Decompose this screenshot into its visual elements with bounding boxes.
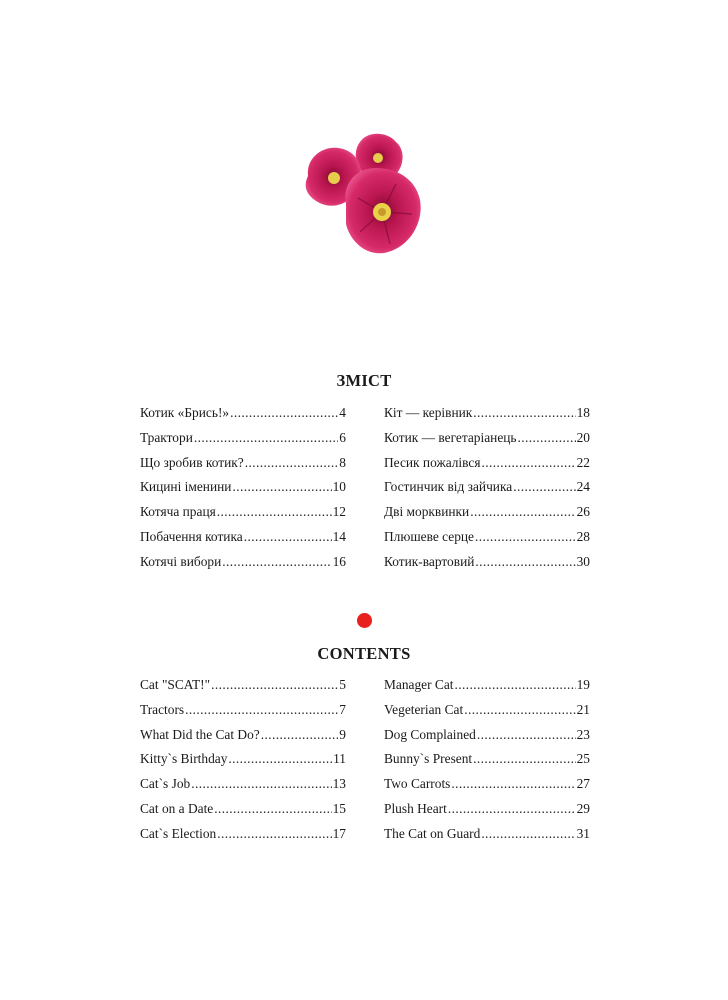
toc-entry-title: What Did the Cat Do? [140,726,260,742]
toc-entry [384,454,590,479]
toc-entry-title: Котик «Брись!» [140,405,230,420]
toc-entry [384,553,590,578]
toc-entry [384,800,590,825]
red-dot-divider [357,613,372,628]
toc-entry-title: Tractors [140,701,185,717]
toc-entry-title: Kitty`s Birthday [140,751,228,767]
toc-entry [140,825,346,850]
toc-entry-page: 28 [576,528,590,544]
toc-title-en: CONTENTS [317,644,411,663]
toc-entry-page: 31 [576,825,590,841]
toc-uk-left-column [140,404,346,578]
toc-entry [140,528,346,553]
toc-entry [384,429,590,454]
toc-entry-page: 15 [332,800,346,816]
toc-entry-title: Побачення котика [140,528,243,544]
toc-entry-title: Кіт — керівник [384,405,473,420]
dot-leader [261,726,339,744]
toc-entry-title: Manager Cat [384,677,454,692]
dot-leader [217,825,331,843]
dot-leader [477,726,576,744]
toc-entry [384,404,590,429]
dot-leader [455,676,576,694]
toc-entry-page: 27 [576,776,590,792]
dot-leader [230,404,338,422]
dot-leader [185,701,338,719]
toc-entry-page: 23 [576,726,590,742]
dot-leader [513,478,575,496]
dot-leader [244,528,332,546]
toc-entry [140,701,346,726]
toc-entry-title: Vegeterian Cat [384,701,464,717]
dot-leader [451,775,575,793]
dot-leader [475,528,576,546]
dot-leader [232,478,331,496]
toc-entry [140,404,346,429]
toc-entry-page: 4 [339,405,346,420]
toc-entry-title: Cat`s Election [140,825,217,841]
toc-entry-page: 16 [332,553,346,569]
toc-entry-page: 29 [576,800,590,816]
toc-entry-page: 25 [576,751,590,767]
toc-entry [140,478,346,503]
toc-entry [140,800,346,825]
toc-entry-page: 11 [333,751,346,767]
dot-leader [194,429,338,447]
toc-entry-title: The Cat on Guard [384,825,481,841]
toc-entry [140,775,346,800]
dot-leader [222,553,331,571]
toc-entry-page: 22 [576,454,590,470]
toc-uk-right-column [384,404,590,578]
dot-leader [518,429,576,447]
toc-entry-title: Гостинчик від зайчика [384,479,513,495]
dot-leader [214,800,331,818]
toc-entry [384,775,590,800]
toc-entry [384,676,590,701]
toc-entry [140,726,346,751]
toc-entry-page: 20 [576,429,590,445]
flower-illustration-icon [298,128,430,262]
toc-entry [384,478,590,503]
toc-entry [384,503,590,528]
toc-entry-title: Трактори [140,429,193,445]
dot-leader [473,404,575,422]
toc-entry-title: Котик-вартовий [384,553,475,569]
toc-entry [140,750,346,775]
toc-entry-title: Плюшеве серце [384,528,475,544]
toc-entry-page: 14 [332,528,346,544]
dot-leader [191,775,331,793]
toc-entry-title: Котик — вегетаріанець [384,429,517,445]
dot-leader [245,454,339,472]
toc-entry [384,825,590,850]
toc-entry-page: 9 [339,726,346,742]
toc-entry-page: 17 [332,825,346,841]
toc-entry [140,676,346,701]
toc-entry [140,503,346,528]
toc-entry-page: 30 [576,553,590,569]
toc-entry-title: Two Carrots [384,776,451,792]
toc-entry-page: 26 [576,504,590,520]
dot-leader [228,750,332,768]
toc-entry-title: Cat`s Job [140,776,191,792]
dot-leader [482,454,576,472]
toc-entry [384,528,590,553]
toc-entry-title: Песик пожалівся [384,454,481,470]
dot-leader [470,503,575,521]
toc-entry [140,429,346,454]
toc-entry-page: 7 [339,701,346,717]
toc-entry-page: 13 [332,776,346,792]
toc-entry-title: Cat on a Date [140,800,214,816]
toc-en-right-column [384,676,590,850]
toc-entry-page: 19 [576,677,590,692]
toc-entry-page: 21 [576,701,590,717]
toc-entry [384,750,590,775]
dot-leader [217,503,332,521]
toc-entry-page: 6 [339,429,346,445]
dot-leader [481,825,575,843]
toc-entry-title: Plush Heart [384,800,447,816]
dot-leader [211,676,338,694]
toc-entry-title: Bunny`s Present [384,751,473,767]
toc-entry-title: Що зробив котик? [140,454,244,470]
toc-entry-title: Дві морквинки [384,504,470,520]
toc-entry-title: Dog Complained [384,726,476,742]
toc-entry [140,553,346,578]
dot-leader [448,800,576,818]
toc-entry-title: Cat "SCAT!" [140,677,211,692]
toc-entry-page: 18 [576,405,590,420]
dot-leader [475,553,575,571]
toc-entry [140,454,346,479]
toc-entry-page: 5 [339,677,346,692]
toc-entry-page: 12 [332,504,346,520]
toc-entry [384,726,590,751]
toc-title-uk: ЗМІСТ [336,371,392,390]
toc-entry-title: Котяча праця [140,504,216,520]
dot-leader [473,750,575,768]
toc-entry-page: 10 [332,479,346,495]
toc-en-left-column [140,676,346,850]
toc-entry-title: Кицині іменини [140,479,232,495]
toc-entry-title: Котячі вибори [140,553,222,569]
toc-entry-page: 8 [339,454,346,470]
toc-entry-page: 24 [576,479,590,495]
dot-leader [464,701,575,719]
toc-entry [384,701,590,726]
